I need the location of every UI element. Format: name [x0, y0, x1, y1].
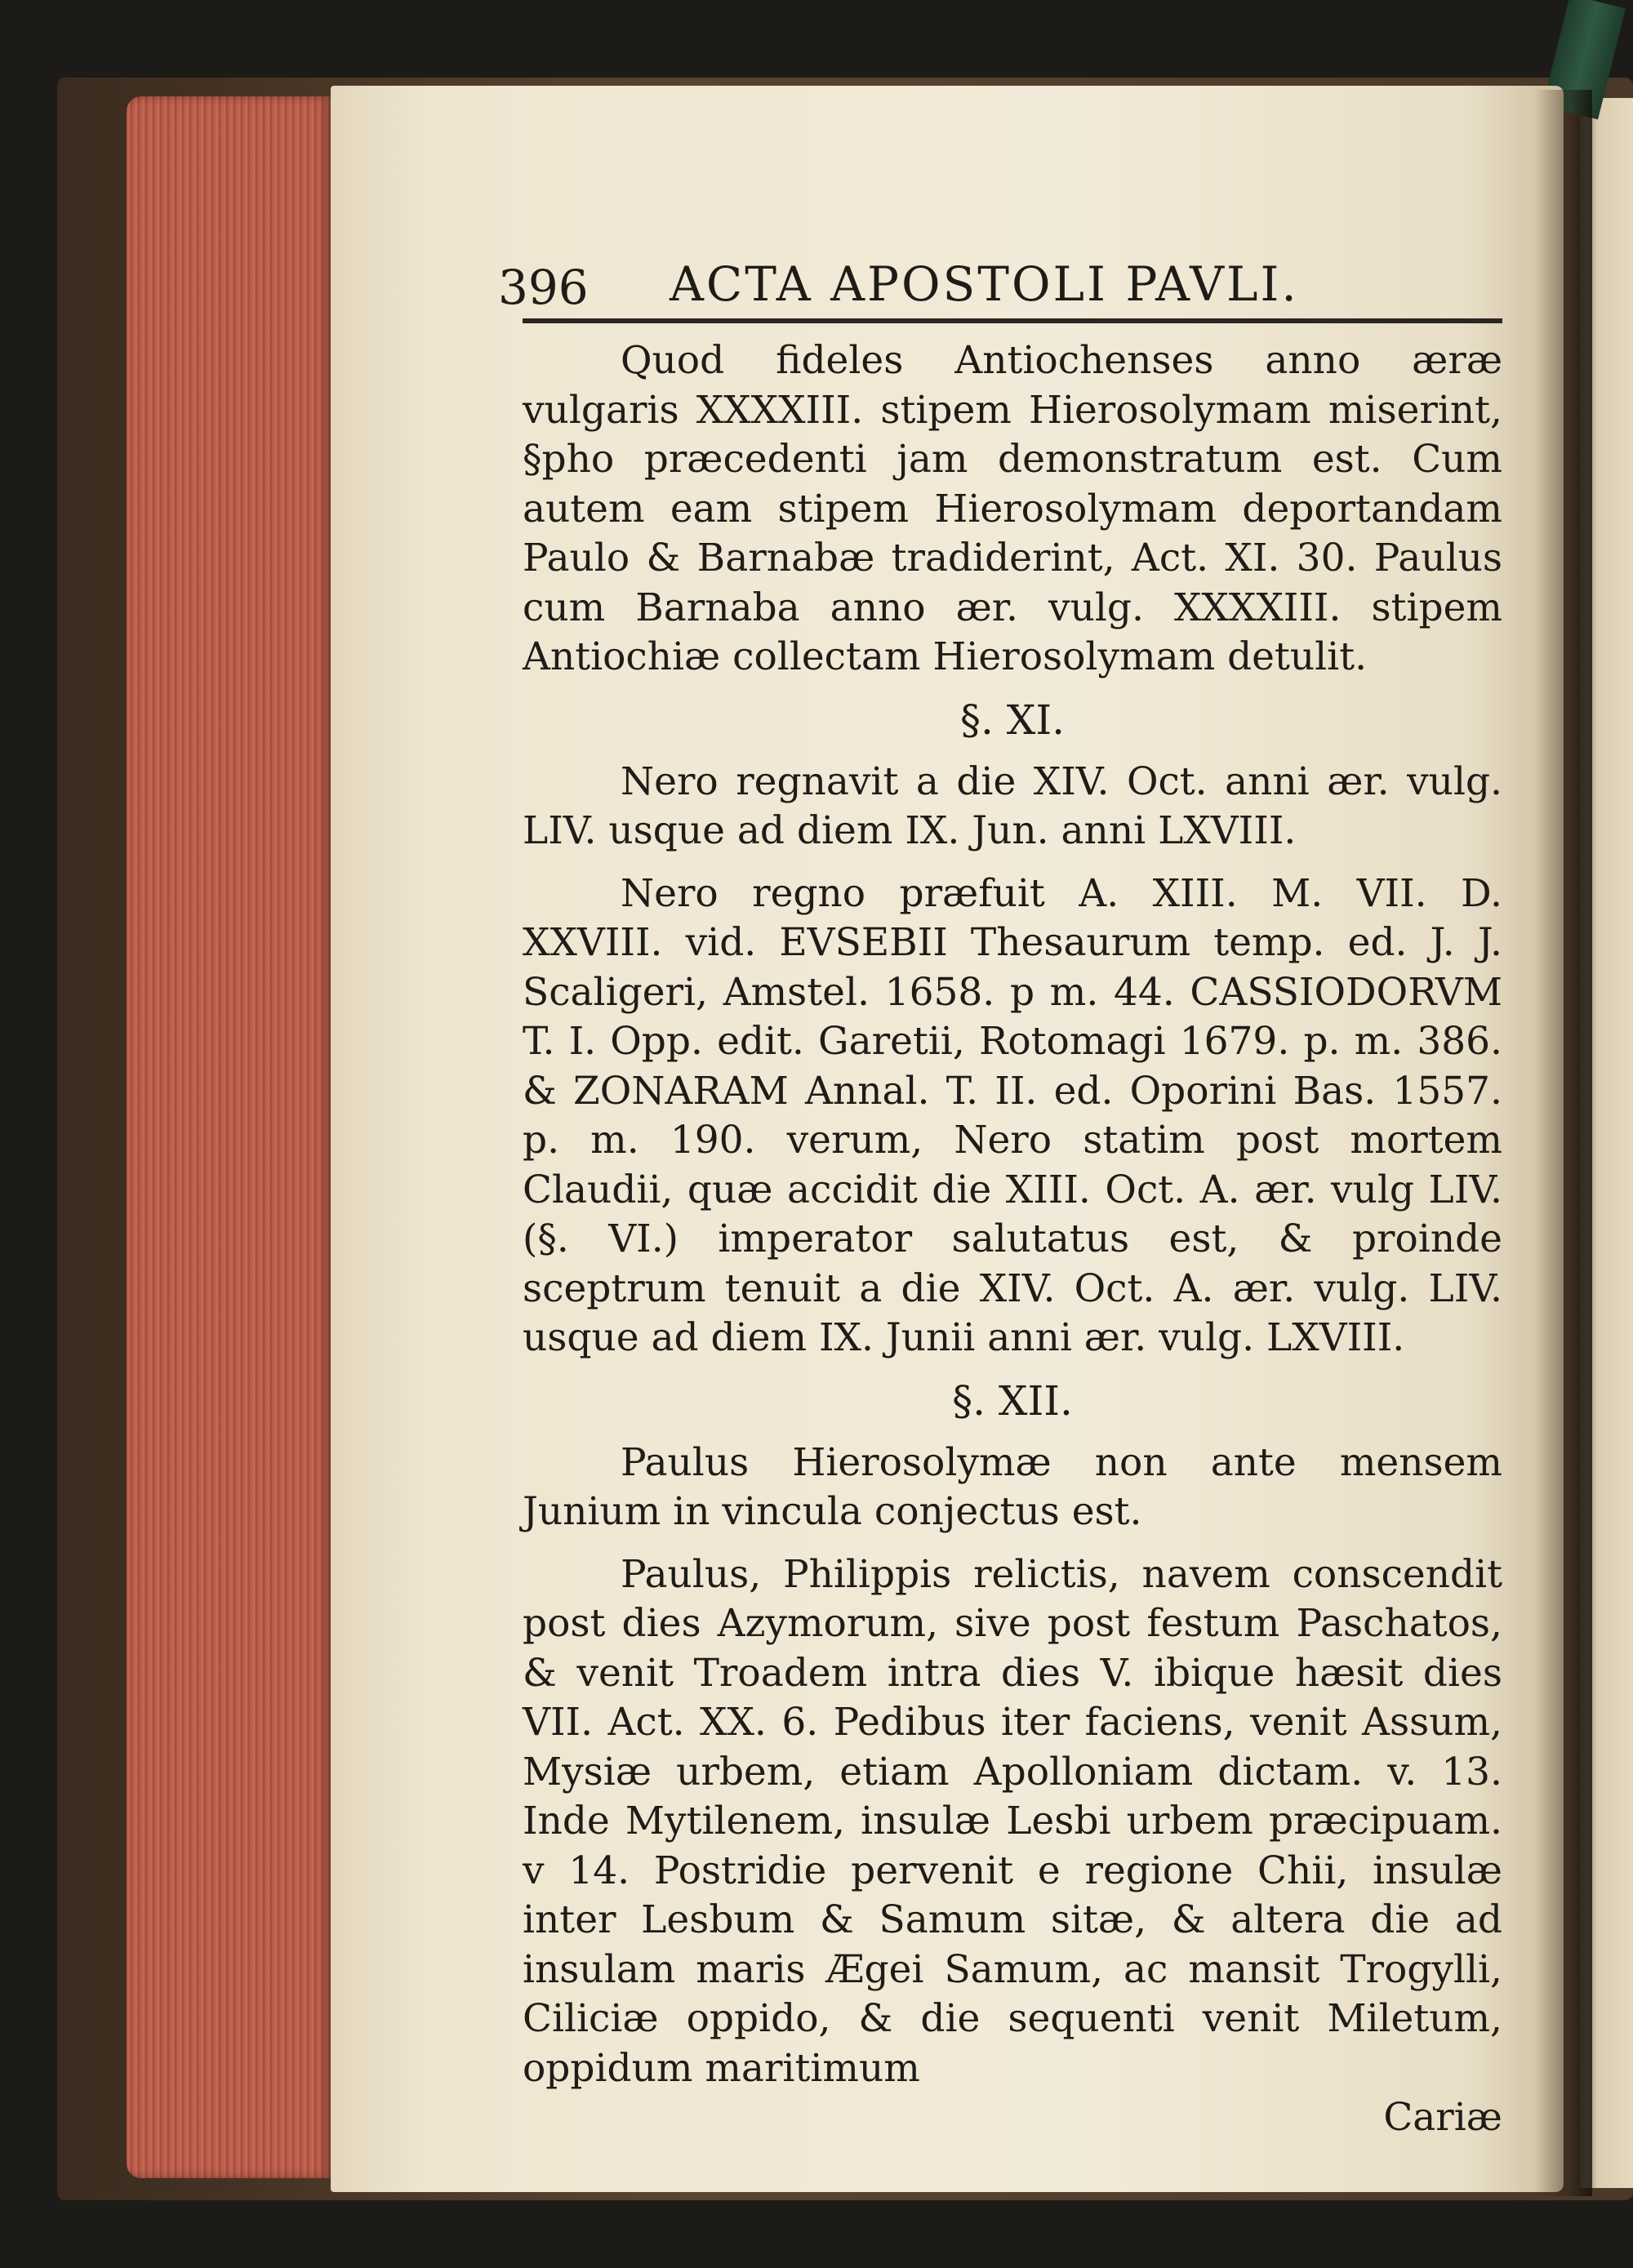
paragraph-paulus-journey: Paulus, Philippis relictis, navem conscendit post dies Azymorum, sive post festum Paschatos, & venit Troadem intra dies V. ibique hæsit dies VII. Act. XX. 6. Pedibus iter faciens, venit Assum, Mysiæ urbem, etiam Apolloniam dictam. v. 13. Inde Mytilenem, insulæ Lesbi urbem præcipuam. v 14. Postridie pervenit e regione Chii, insulæ inter Lesbum & Samum sitæ, & altera die ad insulam maris Ægei Samum, ac mansit Trogylli, Ciliciæ oppido, & die sequenti venit Miletum, oppidum maritimum — [523, 1551, 1502, 2091]
catchword: Cariæ — [1383, 2095, 1502, 2140]
paragraph-nero-detail: Nero regno præfuit A. XIII. M. VII. D. XXVIII. vid. EVSEBII Thesaurum temp. ed. J. J. Scaligeri, Amstel. 1658. p m. 44. CASSIODORVM T. I. Opp. edit. Garetii, Rotomagi 1679. p. m. 386. & ZONARAM Annal. T. II. ed. Oporini Bas. 1557. p. m. 190. verum, Nero statim post mortem Claudii, quæ accidit die XIII. Oct. A. ær. vulg LIV. (§. VI.) imperator salutatus est, & proinde sceptrum tenuit a die XIV. Oct. A. ær. vulg. LIV. usque ad diem IX. Junii anni ær. vulg. LXVIII. — [523, 870, 1502, 1360]
paragraph-1: Quod fideles Antiochenses anno æræ vulgaris XXXXIII. stipem Hierosolymam miserint, §pho præcedenti jam demonstratum est. Cum autem eam stipem Hierosolymam deportandam Paulo & Barnabæ tradiderint, Act. XI. 30. Paulus cum Barnaba anno ær. vulg. XXXXIII. stipem Antiochiæ collectam Hierosolymam detulit. — [523, 338, 1502, 679]
page-text-block — [498, 245, 1502, 2142]
running-head — [498, 245, 1502, 323]
page-number: 396 — [498, 260, 589, 315]
page-gutter-shadow — [1535, 90, 1592, 2196]
summary-nero: Nero regnavit a die XIV. Oct. anni ær. vulg. LIV. usque ad diem IX. Jun. anni LXVIII. — [523, 758, 1502, 853]
summary-paulus: Paulus Hierosolymæ non ante mensem Junium in vincula conjectus est. — [523, 1439, 1502, 1534]
running-title: ACTA APOSTOLI PAVLI. — [670, 256, 1299, 312]
red-page-edge — [127, 96, 331, 2178]
section-heading-xii: §. XII. — [952, 1376, 1073, 1425]
section-heading-xi: §. XI. — [959, 696, 1066, 744]
